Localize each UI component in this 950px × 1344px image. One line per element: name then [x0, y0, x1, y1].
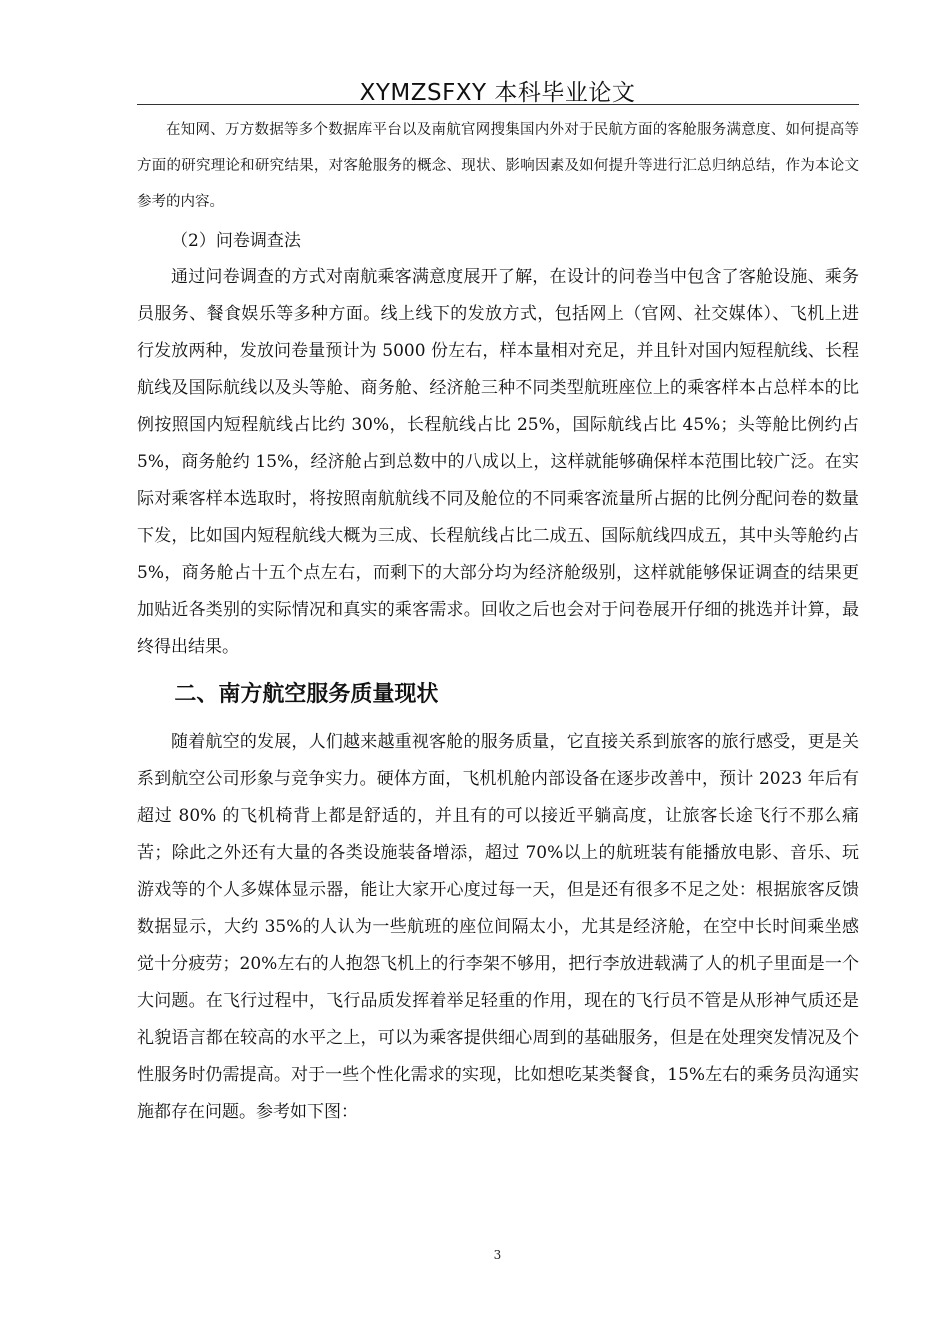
page-number: 3: [493, 1248, 502, 1262]
intro-paragraph: 在知网、万方数据等多个数据库平台以及南航官网搜集国内外对于民航方面的客舱服务满意度、如何提高等方面的研究理论和研究结果，对客舱服务的概念、现状、影响因素及如何提升等进行汇总归纳总结，作为本论文参考的内容。: [137, 122, 859, 210]
section-heading: 二、南方航空服务质量现状: [174, 682, 439, 707]
header-divider: [137, 104, 859, 105]
page-content: [137, 112, 859, 1131]
method-heading: （2）问卷调查法: [171, 231, 301, 251]
header-title: XYMZSFXY 本科毕业论文: [359, 80, 636, 106]
section-paragraph: 随着航空的发展，人们越来越重视客舱的服务质量，它直接关系到旅客的旅行感受，更是关系到航空公司形象与竞争实力。硬体方面，飞机机舱内部设备在逐步改善中，预计 2023 年后有超过 80% 的飞机椅背上都是舒适的，并且有的可以接近平躺高度，让旅客长途飞行不那么痛苦；除此之外还有大量的各类设施装备增添，超过 70%以上的航班装有能播放电影、音乐、玩游戏等的个人多媒体显示器，能让大家开心度过每一天，但是还有很多不足之处：根据旅客反馈数据显示，大约 35%的人认为一些航班的座位间隔太小，尤其是经济舱，在空中长时间乘坐感觉十分疲劳；20%左右的人抱怨飞机上的行李架不够用，把行李放进载满了人的机子里面是一个大问题。在飞行过程中，飞行品质发挥着举足轻重的作用，现在的飞行员不管是从形神气质还是礼貌语言都在较高的水平之上，可以为乘客提供细心周到的基础服务，但是在处理突发情况及个性服务时仍需提高。对于一些个性化需求的实现，比如想吃某类餐食，15%左右的乘务员沟通实施都存在问题。参考如下图：: [137, 732, 859, 1122]
method-paragraph: 通过问卷调查的方式对南航乘客满意度展开了解，在设计的问卷当中包含了客舱设施、乘务员服务、餐食娱乐等多种方面。线上线下的发放方式，包括网上（官网、社交媒体）、飞机上进行发放两种，发放问卷量预计为 5000 份左右，样本量相对充足，并且针对国内短程航线、长程航线及国际航线以及头等舱、商务舱、经济舱三种不同类型航班座位上的乘客样本占总样本的比例按照国内短程航线占比约 30%，长程航线占比 25%，国际航线占比 45%；头等舱比例约占 5%，商务舱约 15%，经济舱占到总数中的八成以上，这样就能够确保样本范围比较广泛。在实际对乘客样本选取时，将按照南航航线不同及舱位的不同乘客流量所占据的比例分配问卷的数量下发，比如国内短程航线大概为三成、长程航线占比二成五、国际航线四成五，其中头等舱约占 5%，商务舱占十五个点左右，而剩下的大部分均为经济舱级别，这样就能够保证调查的结果更加贴近各类别的实际情况和真实的乘客需求。回收之后也会对于问卷展开仔细的挑选并计算，最终得出结果。: [137, 267, 859, 657]
